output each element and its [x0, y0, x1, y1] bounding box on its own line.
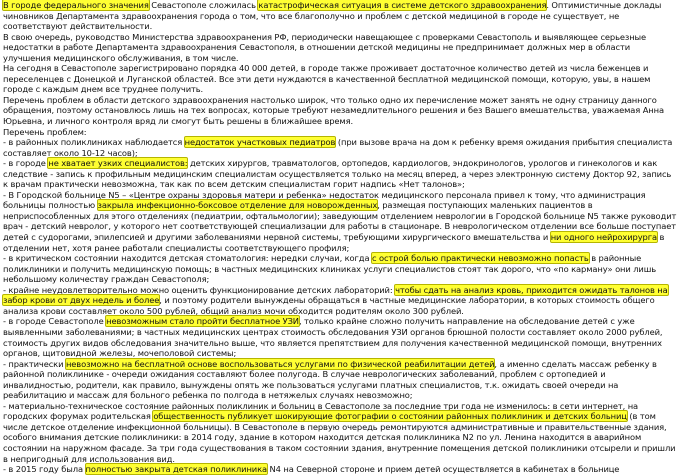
text-segment: N4 на Северной стороне и прием детей осуществляется в кабинетах в больнице — [267, 464, 620, 475]
text-segment: Перечень проблем: — [3, 126, 87, 137]
text-segment: Севастополе сложилась — [148, 0, 259, 10]
list-item-technical-state — [3, 401, 677, 464]
text-segment: - в районных поликлиниках наблюдается — [3, 137, 185, 148]
text-segment: Перечень проблем в области детского здравоохранения настолько широк, что только одно их перечисление может занять не одну страницу данного обращения, поэтому остановлюсь лишь на тех вопросах, которые требуют незамедлительного решения и без Вашего вмешательства, уважаемая Анна Юрьевна, и личного контроля вряд ли смогут быть решены в ближайшее время. — [3, 94, 664, 127]
paragraph-ministry — [3, 32, 677, 64]
paragraph-intro — [3, 0, 677, 32]
text-segment: В свою очередь, руководство Министерства здравоохранения РФ, периодически навещающее с проверками Севастополь и выявляющее серьезные недостатки в работе Департамента здравоохранения Севастополя, в отношении детской медицины не предпринимает должных мер в области улучшения медицинского обслуживания, в том числе. — [3, 31, 647, 63]
list-item-hospital — [3, 190, 677, 253]
highlighted-text: чтобы сдать на анализ кровь, приходится ожидать талонов на забор крови от двух недель и более — [3, 284, 668, 306]
paragraph-problems — [3, 95, 677, 127]
paragraph-list-heading — [3, 127, 677, 138]
text-segment: - В Городской больнице N5 – «Центре охраны здоровья матери и ребенка» недостаток медицинского персонала привел к тому, что администрация больницы полностью — [3, 189, 646, 211]
list-item-dentistry — [3, 253, 677, 285]
text-segment: - практически — [3, 358, 66, 369]
text-segment: (в том числе детское отделение инфекционной больницы). В Севастополе в первую очередь ремонтируются административные и правительственные здания, особого внимания детские поликлиники: в 2014 году, здание в котором находится детская поликлиника N2 по ул. Ленина находится в аварийном состоянии на наружном фасаде. За три года существования в таком состоянии здания, внутренние помещения детской поликлиники отсырели и пришли в непригодный для использования вид. — [3, 411, 676, 464]
highlighted-text: катастрофическая ситуация в системе детского здравоохранения — [258, 0, 547, 10]
document-body — [3, 0, 677, 475]
text-segment: - в 2015 году была — [3, 464, 86, 475]
highlighted-text: полностью закрыта детская поликлиника — [85, 464, 268, 475]
list-item-closed-clinic — [3, 464, 677, 475]
highlighted-text: закрыла инфекционно-боксовое отделение для новорожденных — [97, 200, 378, 211]
paragraph-registered — [3, 63, 677, 95]
list-item-rehabilitation — [3, 359, 677, 401]
highlighted-text: невозможно на бесплатной основе воспользоваться услугами по физической реабилитации детей — [65, 358, 495, 369]
highlighted-text: с острой болью практически невозможно попасть — [371, 253, 589, 264]
list-item-ultrasound — [3, 316, 677, 358]
text-segment: , а именно сделать массаж ребенку в районной поликлинике - очереди ожидания составляют более полугода. В случае неврологических заболеваний, проблем с ортопедией и инвалидностью, родители, как правило, вынуждены опять же пользоваться услугами платных специалистов, т.к. ожидать своей очереди на реабилитацию и массаж для больного ребенка по полгода в нетяжелых случаях невозможно; — [3, 358, 657, 401]
text-segment: (при вызове врача на дом к ребенку время ожидания прибытия специалиста составляет около 10-12 часов); — [3, 137, 673, 158]
list-item-specialists — [3, 158, 677, 190]
highlighted-text: недостаток участковых педиатров — [184, 137, 336, 148]
highlighted-text: не хватает узких специалистов: — [48, 158, 188, 169]
text-segment: детских хирургов, травматологов, ортопедов, кардиологов, эндокринологов, урологов и гинекологов и как следствие - запись к профильным медицинским специалистам осуществляется только на месяц вперед, а через электронную систему Доктор 92, запись к врачам практически невозможна, так как по всем детским специалистам горит надпись «Нет талонов»; — [3, 158, 672, 190]
text-segment: - материально-техническое состояние районных поликлиник и больниц в Севастополе за последние три года не изменилось: в сети интернет, на городских форумах родительская — [3, 400, 639, 422]
text-segment: - в критическом состоянии находится детская стоматология: нередки случаи, когда — [3, 253, 372, 264]
highlighted-text: ни одного нейрохирурга — [550, 232, 657, 243]
text-segment: в отделении нет, хотя ранее работали специалисты соответствующего профиля; — [3, 232, 665, 253]
text-segment: - в городе Севастополе — [3, 316, 107, 327]
text-segment: , размещая поступающих маленьких пациентов в неприспособленных для этого отделениях (педиатрии, офтальмологии); заведующим отделением неврологии в Городской больнице N5 также руководит врач - детский невролог, у которого нет соответствующей специализации для работы в стационаре. В неврологическом отделении все больше поступает детей с судорогами, эпилепсией и другими заболеваниями нервной системы, требующими хирургического вмешательства и — [3, 200, 677, 243]
text-segment: - крайне неудовлетворительно можно оценить функционирование детских лабораторий: — [3, 284, 396, 295]
list-item-labs — [3, 285, 677, 317]
list-item-pediatricians — [3, 137, 677, 158]
highlighted-text: общественность публикует шокирующие фотографии о состоянии районных поликлиник и детских больниц — [153, 411, 627, 422]
highlighted-text: невозможным стало пройти бесплатное УЗИ — [106, 316, 299, 327]
text-segment: . Оптимистичные доклады чиновников Департамента здравоохранения города о том, что все благополучно и проблем с детской медициной в городе не существует, не соответствуют действительности. — [3, 0, 662, 32]
text-segment: , и поэтому родители вынуждены обращаться в частные медицинские лаборатории, в которых стоимость общего анализа крови составляет около 500 рублей, общий анализ мочи обходится родителям около 300 рублей. — [3, 295, 655, 316]
text-segment: На сегодня в Севастополе зарегистрировано порядка 40 000 детей, в городе также проживает достаточное количество детей из числа беженцев и переселенцев с Донецкой и Луганской областей. Все эти дети нуждаются в качественной бесплатной медицинской помощи, которую, увы, в нашем городе с каждым днем все труднее получить. — [3, 63, 651, 95]
text-segment: - в городе — [3, 158, 49, 169]
highlighted-text: В городе федерального значения — [3, 0, 149, 10]
text-segment: в районные поликлиники и получить медицинскую помощь; в частных медицинских клиниках услуги специалистов стоят так дорого, что «по карману» они лишь небольшому количеству граждан Севастополя; — [3, 253, 657, 285]
text-segment: , только крайне сложно получить направление на обследование детей с уже выявленными заболеваниями; в частных медицинских центрах стоимость обследования УЗИ органов брюшной полости составляет около 2000 рублей, стоимость других видов обследования значительно выше, что является препятствием для получения качественной медицинской помощи, внутренних органов, щитовидной железы, мочеполовой системы; — [3, 316, 663, 359]
